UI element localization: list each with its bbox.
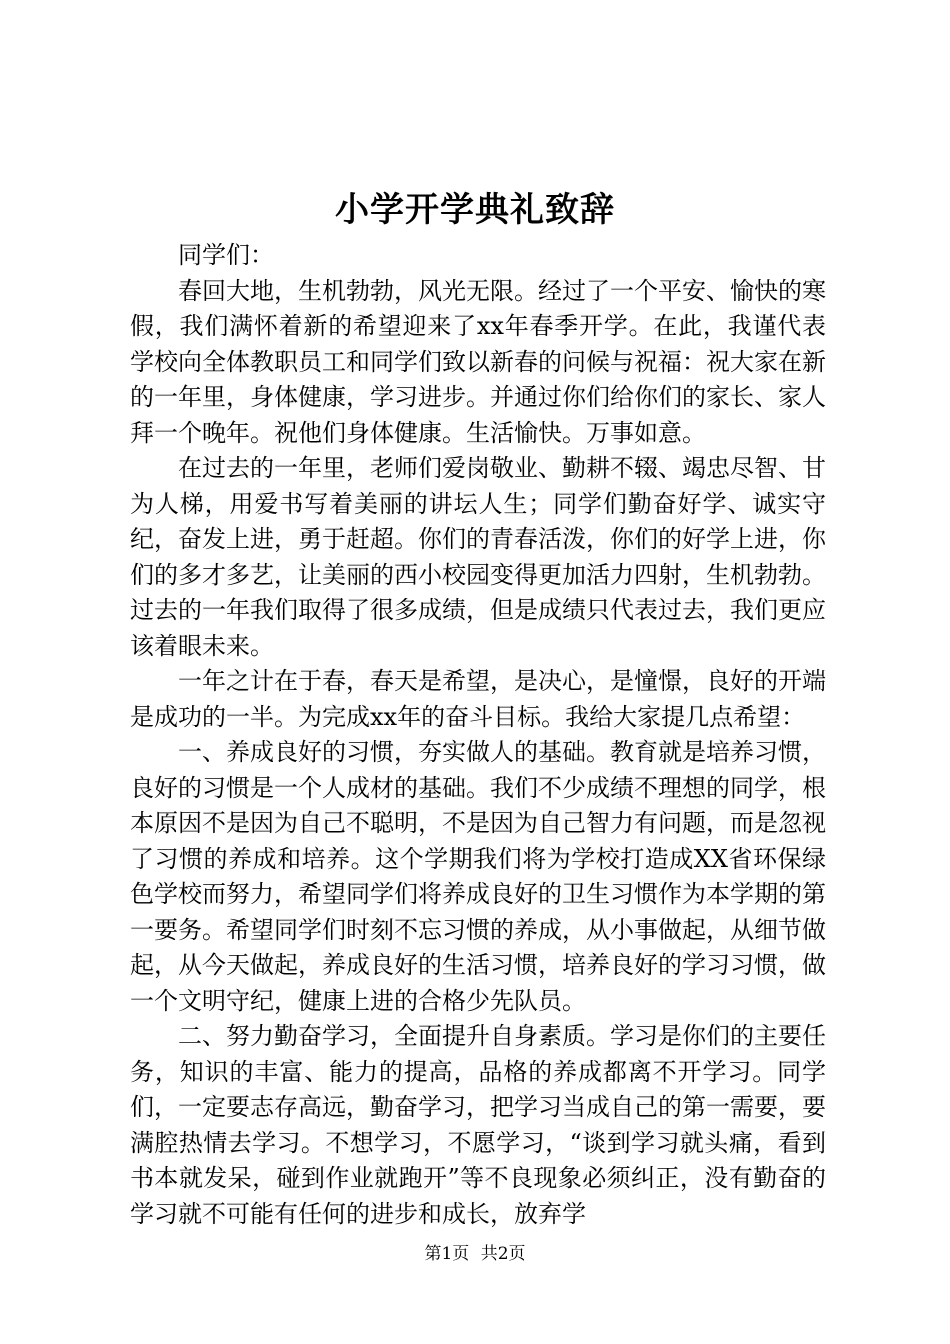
paragraph: 一、养成良好的习惯，夯实做人的基础。教育就是培养习惯，良好的习惯是一个人成材的基础。我们不少成绩不理想的同学，根本原因不是因为自己不聪明，不是因为自己智力有问题，而是忽视了习惯的养成和培养。这个学期我们将为学校打造成XX省环保绿色学校而努力，希望同学们将养成良好的卫生习惯作为本学期的第一要务。希望同学们时刻不忘习惯的养成，从小事做起，从细节做起，从今天做起，养成良好的生活习惯，培养良好的学习习惯，做一个文明守纪，健康上进的合格少先队员。 xyxy=(130,738,826,1015)
paragraph: 二、努力勤奋学习，全面提升自身素质。学习是你们的主要任务，知识的丰富、能力的提高，品格的养成都离不开学习。同学们，一定要志存高远，勤奋学习，把学习当成自己的第一需要，要满腔热情去学习。不想学习，不愿学习，“谈到学习就头痛，看到书本就发呆，碰到作业就跑开”等不良现象必须纠正，没有勤奋的学习就不可能有任何的进步和成长，放弃学 xyxy=(130,1022,826,1228)
page-number-total: 共2页 xyxy=(480,1244,526,1264)
salutation: 同学们： xyxy=(178,241,274,269)
paragraph: 春回大地，生机勃勃，风光无限。经过了一个平安、愉快的寒假，我们满怀着新的希望迎来了xx年春季开学。在此，我谨代表学校向全体教职员工和同学们致以新春的问候与祝福：祝大家在新的一年里，身体健康，学习进步。并通过你们给你们的家长、家人拜一个晚年。祝他们身体健康。生活愉快。万事如意。 xyxy=(130,276,826,447)
page-number-current: 第1页 xyxy=(424,1244,470,1264)
paragraph: 在过去的一年里，老师们爱岗敬业、勤耕不辍、竭忠尽智、甘为人梯，用爱书写着美丽的讲坛人生；同学们勤奋好学、诚实守纪，奋发上进，勇于赶超。你们的青春活泼，你们的好学上进，你们的多才多艺，让美丽的西小校园变得更加活力四射，生机勃勃。过去的一年我们取得了很多成绩，但是成绩只代表过去，我们更应该着眼未来。 xyxy=(130,454,826,660)
paragraph: 一年之计在于春，春天是希望，是决心，是憧憬，良好的开端是成功的一半。为完成xx年的奋斗目标。我给大家提几点希望： xyxy=(130,667,826,731)
document-body xyxy=(130,238,826,1232)
document-title: 小学开学典礼致辞 xyxy=(335,190,615,230)
page-footer xyxy=(0,1242,950,1266)
